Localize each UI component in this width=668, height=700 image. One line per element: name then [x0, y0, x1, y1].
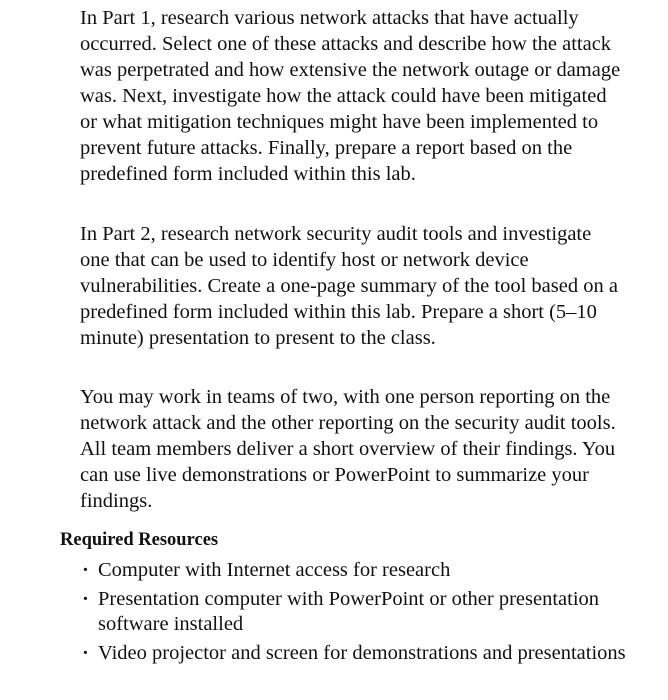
bullet-icon: · — [82, 588, 89, 610]
required-resources-heading: Required Resources — [60, 530, 219, 550]
required-resources-list — [78, 558, 638, 670]
paragraph-part-2: In Part 2, research network security audit tools and investigate one that can be used to identify host or network device vulnerabilities. Create a one-page summary of the tool based on a predefined form included within this lab. Prepare a short (5–10 minute) presentation to present to the class. — [80, 223, 618, 349]
bullet-icon: · — [82, 642, 89, 664]
list-item — [78, 587, 638, 637]
paragraph-teams: You may work in teams of two, with one person reporting on the network attack and the other reporting on the security audit tools. All team members deliver a short overview of their findings. You can use live demonstrations or PowerPoint to summarize your findings. — [80, 386, 616, 512]
resource-item-text: Presentation computer with PowerPoint or other presentation software installed — [98, 588, 600, 635]
list-item — [78, 558, 638, 583]
resource-item-text: Video projector and screen for demonstrations and presentations — [98, 642, 626, 664]
resource-item-text: Computer with Internet access for research — [98, 559, 451, 581]
bullet-icon: · — [82, 559, 89, 581]
paragraph-part-1: In Part 1, research various network attacks that have actually occurred. Select one of these attacks and describe how the attack was perpetrated and how extensive the network outage or damage was. Next, investigate how the attack could have been mitigated or what mitigation techniques might have been implemented to prevent future attacks. Finally, prepare a report based on the predefined form included within this lab. — [80, 7, 621, 185]
list-item — [78, 641, 638, 666]
